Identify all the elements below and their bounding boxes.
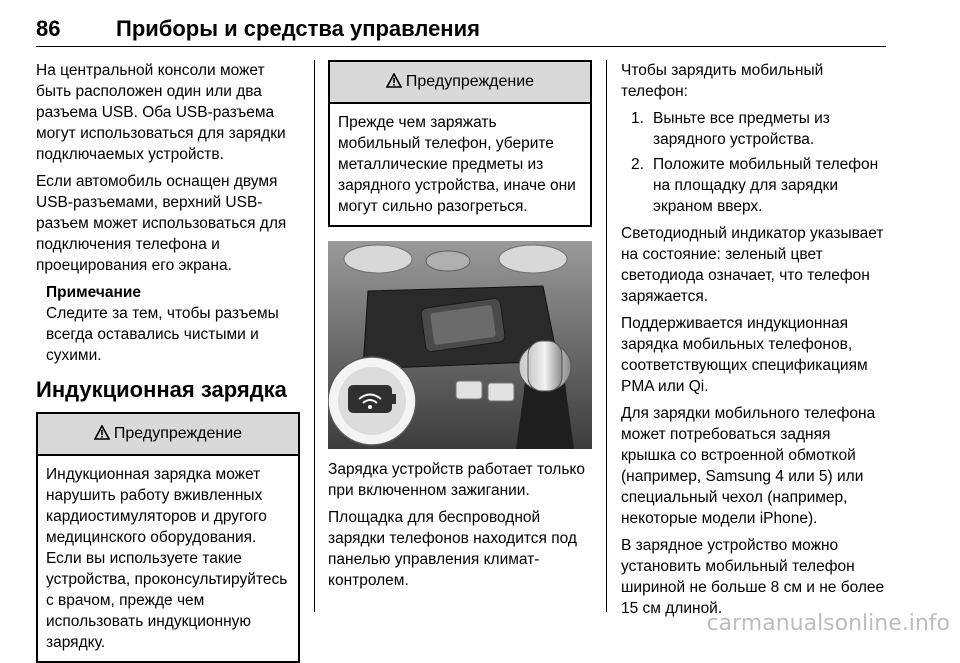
console-illustration: [328, 241, 592, 449]
column-right: [621, 60, 889, 625]
chapter-title: Приборы и средства управления: [116, 16, 480, 41]
page-header: [36, 8, 886, 47]
phone-size-paragraph: В зарядное устройство можно установить мобильный телефон шириной не больше 8 см и не более 15 см длиной.: [621, 537, 885, 617]
column-left: [36, 60, 300, 663]
step-number: 2.: [631, 156, 644, 173]
instructions-intro: Чтобы зарядить мобильный телефон:: [621, 62, 824, 100]
page-number: 86: [36, 16, 61, 41]
supported-standards-paragraph: Поддерживается индукционная зарядка мобильных телефонов, соответствующих спецификациям PMA или Qi.: [621, 315, 868, 395]
step-text: Выньте все предметы из зарядного устройства.: [653, 110, 830, 148]
warning-header: [38, 414, 298, 456]
warning-triangle-icon: [386, 73, 402, 94]
step-text: Положите мобильный телефон на площадку для зарядки экраном вверх.: [653, 156, 879, 215]
list-item: [621, 154, 889, 217]
column-divider: [314, 60, 315, 612]
column-divider: [606, 60, 607, 612]
warning-text: Индукционная зарядка может нарушить работу вживленных кардиостимуляторов и другого медицинского оборудования. Если вы используете такие устройства, проконсультируйтесь с врачом, прежде чем использовать индукционную зарядку.: [46, 466, 288, 651]
step-number: 1.: [631, 110, 644, 127]
warning-title: Предупреждение: [113, 425, 243, 442]
warning-triangle-icon: [94, 425, 110, 446]
usb-paragraph: На центральной консоли может быть расположен один или два разъема USB. Оба USB-разъема могут использоваться для зарядки подключаемых устройств.: [36, 62, 286, 163]
warning-header: [330, 62, 590, 104]
steps-list: [621, 108, 889, 217]
watermark: carmanualsonline.info: [706, 611, 950, 636]
warning-box: [36, 412, 300, 663]
warning-box: [328, 60, 592, 227]
led-indicator-paragraph: Светодиодный индикатор указывает на состояние: зеленый цвет светодиода означает, что телефон заряжается.: [621, 225, 884, 305]
note-text: Следите за тем, чтобы разъемы всегда оставались чистыми и сухими.: [46, 305, 279, 364]
wireless-charging-photo: [328, 241, 592, 449]
dual-usb-paragraph: Если автомобиль оснащен двумя USB-разъемами, верхний USB-разъем может использоваться для подключения телефона и проецирования его экрана.: [36, 173, 287, 274]
warning-title: Предупреждение: [405, 73, 535, 90]
note-block: [36, 282, 300, 366]
list-item: [621, 108, 889, 150]
warning-text: Прежде чем заряжать мобильный телефон, уберите металлические предметы из зарядного устройства, иначе они могут сильно разогреться.: [338, 114, 576, 215]
pad-location-paragraph: Площадка для беспроводной зарядки телефонов находится под панелью управления климат-контролем.: [328, 509, 577, 589]
column-middle: [328, 60, 592, 597]
back-cover-paragraph: Для зарядки мобильного телефона может потребоваться задняя крышка со встроенной обмоткой (например, Samsung 4 или 5) или специальный чехол (например, некоторые модели iPhone).: [621, 405, 876, 527]
note-title: Примечание: [46, 284, 141, 301]
ignition-paragraph: Зарядка устройств работает только при включенном зажигании.: [328, 461, 585, 499]
section-title: Индукционная зарядка: [36, 377, 287, 402]
wireless-charge-icon: [348, 385, 396, 413]
